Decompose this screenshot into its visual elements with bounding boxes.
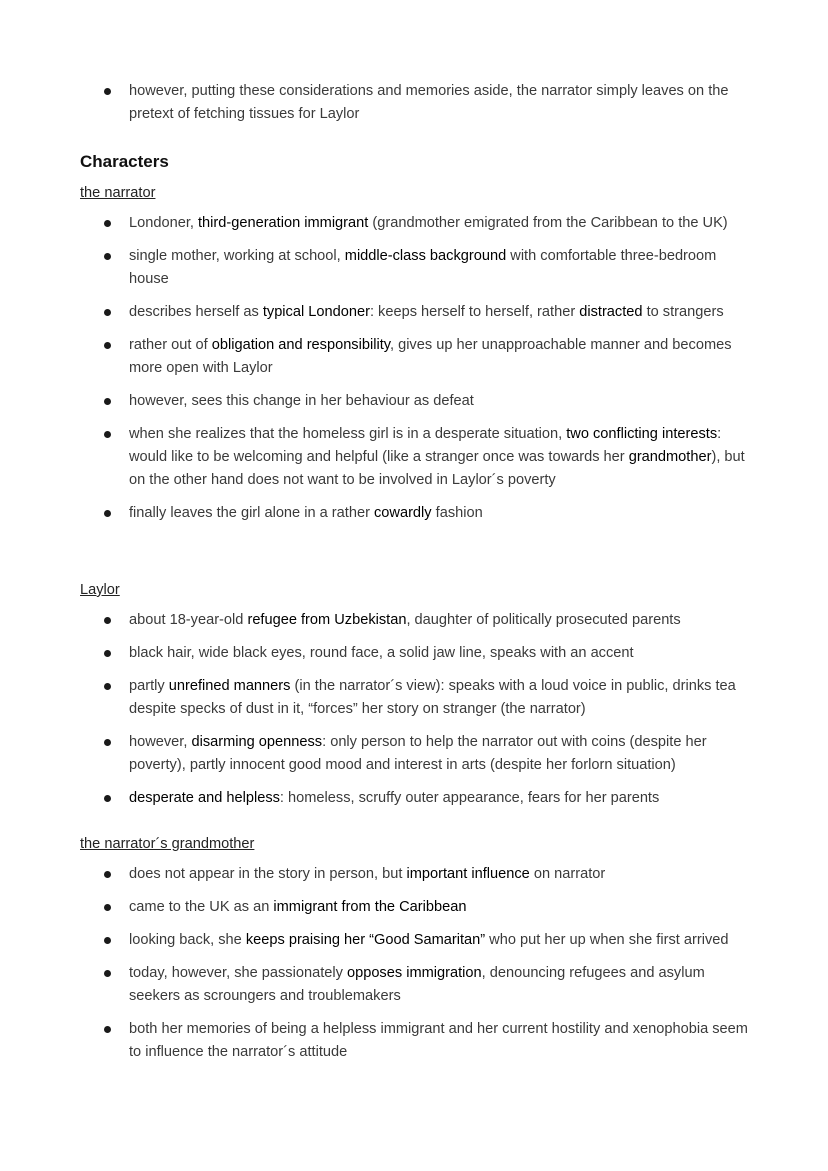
emphasis-text: two conflicting interests [566,426,718,442]
item-text: however, [129,734,192,750]
bullet-icon [104,220,111,227]
narrator-subheading: the narrator [80,185,156,201]
item-text: on narrator [529,866,606,882]
emphasis-text: distracted [579,304,643,320]
item-text: with comfortable three-bedroom house [129,248,717,287]
emphasis-text: refugee from Uzbekistan [247,612,407,628]
item-text: , daughter of politically prosecuted parents [406,612,681,628]
item-text: about 18-year-old [129,612,248,628]
item-text: (grandmother emigrated from the Caribbean to the UK) [368,215,728,231]
item-text: : would like to be welcoming and helpful (like a stranger once was towards her [129,426,722,465]
item-text: looking back, she [129,932,246,948]
list-item [0,731,828,777]
item-text: partly [129,678,169,694]
item-text: : homeless, scruffy outer appearance, fears for her parents [279,790,660,806]
item-text: finally leaves the girl alone in a rather [129,505,374,521]
bullet-icon [104,904,111,911]
item-text: however, sees this change in her behaviour as defeat [129,393,474,409]
emphasis-text: unrefined manners [168,678,291,694]
grandmother-list [0,863,828,1064]
list-item [0,80,828,126]
emphasis-text: third-generation immigrant [197,215,369,231]
emphasis-text: obligation and responsibility [211,337,390,353]
list-item [0,929,828,952]
item-text: fashion [431,505,483,521]
emphasis-text: keeps praising her “Good Samaritan” [245,932,486,948]
bullet-icon [104,617,111,624]
emphasis-text: grandmother [628,449,712,465]
emphasis-text: opposes immigration [346,965,482,981]
item-text: black hair, wide black eyes, round face, a solid jaw line, speaks with an accent [129,645,634,661]
item-text: who put her up when she first arrived [485,932,729,948]
bullet-icon [104,937,111,944]
bullet-icon [104,795,111,802]
emphasis-text: cowardly [374,505,432,521]
item-text: , denouncing refugees and asylum seekers as scroungers and troublemakers [129,965,705,1004]
bullet-icon [104,431,111,438]
bullet-icon [104,970,111,977]
narrator-list [0,212,828,525]
item-text: does not appear in the story in person, but [129,866,407,882]
list-item [0,301,828,324]
item-text: when she realizes that the homeless girl is in a desperate situation, [129,426,567,442]
characters-heading: Characters [80,152,169,171]
list-item [0,896,828,919]
list-item [0,423,828,492]
characters-section [0,152,828,535]
item-text: , gives up her unapproachable manner and becomes more open with Laylor [129,337,732,376]
item-text: however, putting these considerations and memories aside, the narrator simply leaves on the pretext of fetching tissues for Laylor [129,83,729,122]
list-item [0,212,828,235]
bullet-icon [104,739,111,746]
item-text: describes herself as [129,304,263,320]
item-text: came to the UK as an [129,899,274,915]
item-text: ), but on the other hand does not want to be involved in Laylor´s poverty [129,449,745,488]
item-text: rather out of [129,337,212,353]
list-item [0,609,828,632]
list-item [0,390,828,413]
emphasis-text: immigrant from the Caribbean [273,899,467,915]
item-text: single mother, working at school, [129,248,345,264]
intro-list [0,80,828,126]
list-item [0,642,828,665]
list-item [0,245,828,291]
grandmother-subheading: the narrator´s grandmother [80,836,255,852]
bullet-icon [104,1026,111,1033]
bullet-icon [104,650,111,657]
list-item [0,787,828,810]
item-text: : only person to help the narrator out with coins (despite her poverty), partly innocent good mood and interest in arts (despite her forlorn situation) [129,734,707,773]
item-text: to strangers [642,304,724,320]
item-text: Londoner, [129,215,198,231]
bullet-icon [104,398,111,405]
bullet-icon [104,871,111,878]
emphasis-text: desperate and helpless [129,790,280,806]
item-text: : keeps herself to herself, rather [369,304,580,320]
list-item [0,1018,828,1064]
emphasis-text: middle-class background [344,248,507,264]
laylor-section [0,580,828,820]
bullet-icon [104,510,111,517]
bullet-icon [104,309,111,316]
list-item [0,334,828,380]
list-item [0,863,828,886]
item-text: (in the narrator´s view): speaks with a loud voice in public, drinks tea despite specks of dust in it, “forces” her story on stranger (the narrator) [129,678,736,717]
bullet-icon [104,342,111,349]
emphasis-text: disarming openness [191,734,323,750]
intro-section [0,80,828,136]
list-item [0,502,828,525]
list-item [0,675,828,721]
item-text: both her memories of being a helpless immigrant and her current hostility and xenophobia seem to influence the narrator´s attitude [129,1021,748,1060]
list-item [0,962,828,1008]
emphasis-text: typical Londoner [262,304,370,320]
laylor-subheading: Laylor [80,582,120,598]
emphasis-text: important influence [406,866,530,882]
item-text: today, however, she passionately [129,965,347,981]
bullet-icon [104,683,111,690]
bullet-icon [104,88,111,95]
bullet-icon [104,253,111,260]
grandmother-section [0,834,828,1074]
laylor-list [0,609,828,810]
